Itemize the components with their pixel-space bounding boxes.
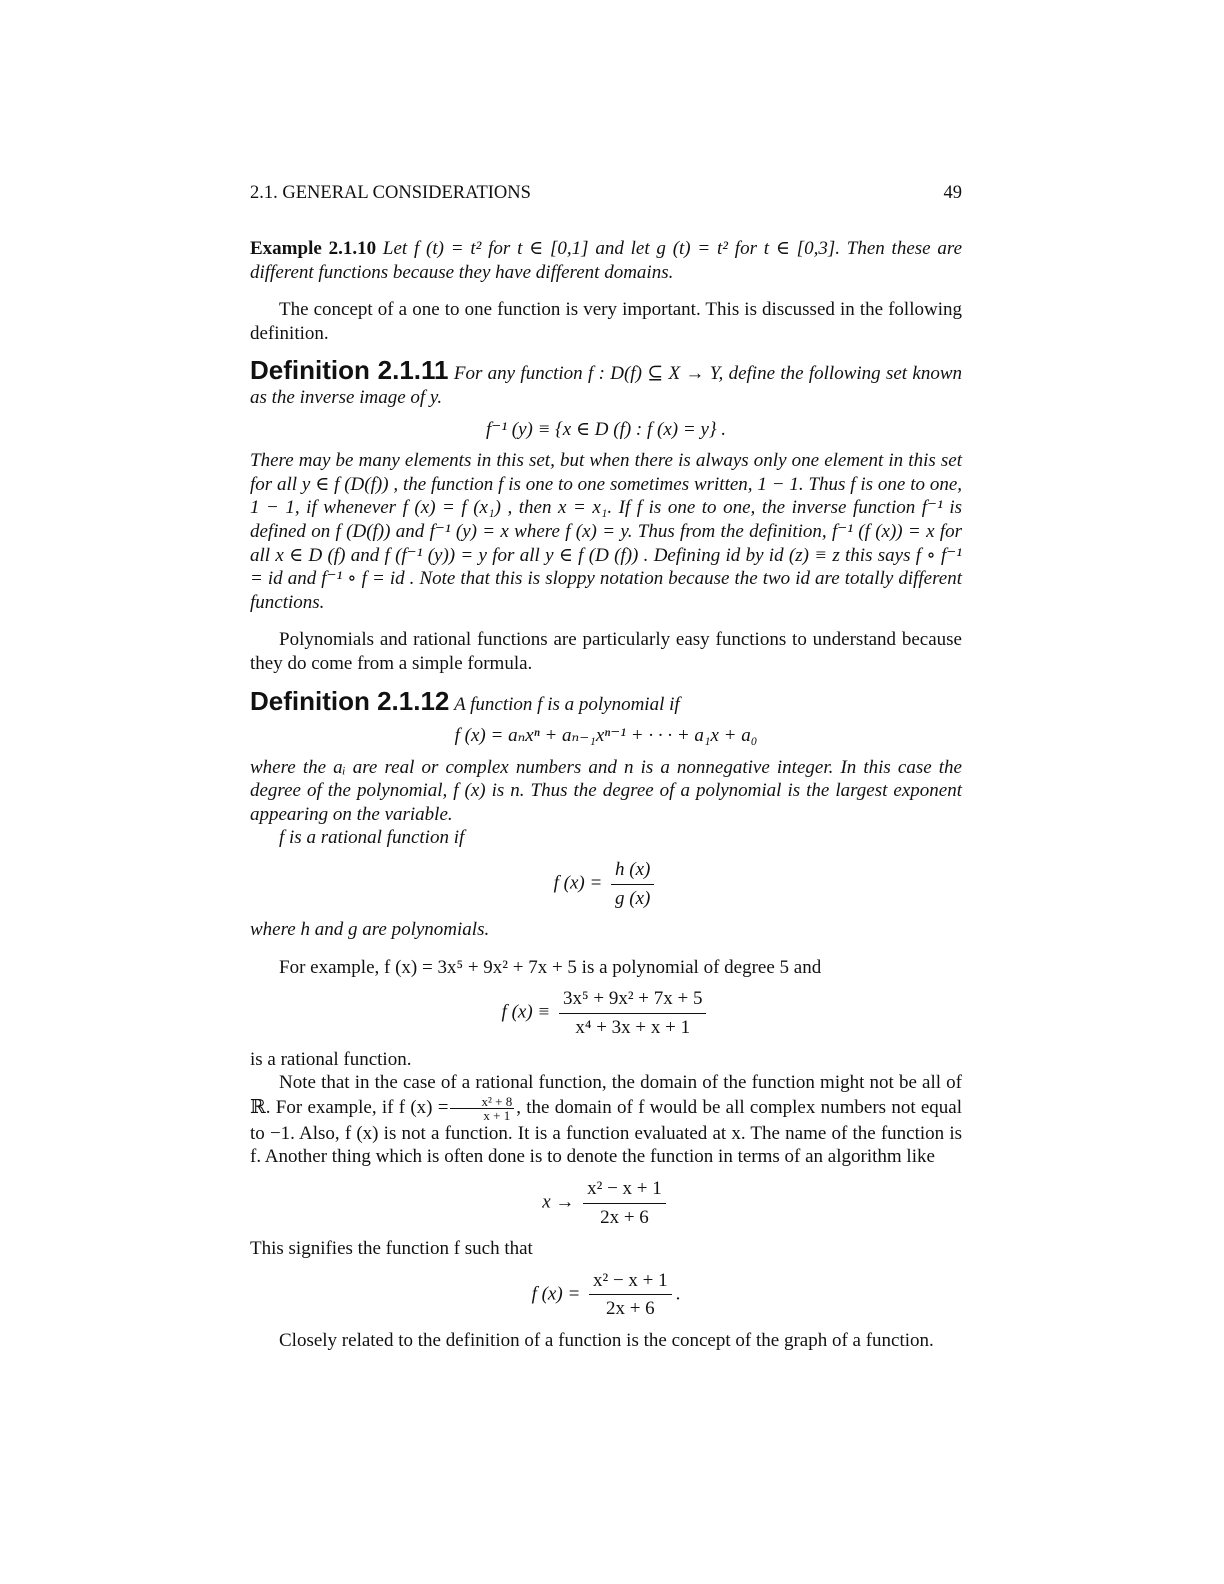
inverse-image-equation: f⁻¹ (y) ≡ {x ∈ D (f) : f (x) = y} . — [486, 418, 726, 440]
denominator: 2x + 6 — [600, 1206, 649, 1228]
algorithm-equation — [250, 1177, 962, 1229]
fraction — [559, 987, 706, 1039]
example-rational-equation — [250, 987, 962, 1039]
denominator: 2x + 6 — [605, 1298, 655, 1320]
note-before: Note that in the case of a rational function, the domain of the function might not be all of ℝ. For example, if f (x) = — [250, 1072, 962, 1118]
denominator: x⁴ + 3x + x + 1 — [575, 1017, 691, 1039]
paragraph-graph: Closely related to the definition of a function is the concept of the graph of a function. — [279, 1329, 934, 1351]
example-label: Example 2.1.10 — [250, 238, 377, 259]
fraction — [589, 1269, 672, 1321]
rational-definition-equation — [250, 858, 962, 910]
fraction — [583, 1177, 666, 1229]
definition-label: Definition 2.1.12 — [250, 685, 450, 716]
paragraph-one-to-one: The concept of a one to one function is very important. This is discussed in the following definition. — [250, 299, 962, 344]
definition-intro: A function f is a polynomial if — [454, 693, 680, 715]
definition-intro: For any function f : D(f) ⊆ X → Y, define the following set known as the inverse image of y. — [250, 363, 962, 408]
paragraph-example: For example, f (x) = 3x⁵ + 9x² + 7x + 5 is a polynomial of degree 5 and — [279, 956, 822, 978]
definition-body: where the aᵢ are real or complex numbers and n is a nonnegative integer. In this case the degree of the polynomial, f (x) is n. Thus the degree of a polynomial is the largest exponent appearing on the variable. — [250, 756, 962, 825]
equation-lhs: f (x) = — [531, 1283, 581, 1305]
numerator: h (x) — [611, 858, 654, 885]
rational-end: where h and g are polynomials. — [250, 919, 490, 941]
paragraph-signifies: This signifies the function f such that — [250, 1238, 533, 1260]
numerator: x² + 8 — [450, 1095, 514, 1109]
equation-lhs: f (x) = — [553, 872, 603, 894]
numerator: x² − x + 1 — [589, 1269, 672, 1296]
section-title: 2.1. GENERAL CONSIDERATIONS — [250, 183, 531, 203]
numerator: x² − x + 1 — [583, 1177, 666, 1204]
definition-2-1-11 — [250, 355, 962, 409]
definition-label: Definition 2.1.11 — [250, 355, 449, 386]
example-2-1-10 — [250, 237, 962, 284]
equation-lhs: x → — [542, 1191, 575, 1213]
equation-end: . — [675, 1283, 681, 1305]
page-number: 49 — [943, 183, 962, 203]
denominator: g (x) — [615, 887, 651, 909]
paragraph-is-rational: is a rational function. — [250, 1048, 412, 1070]
inline-fraction — [450, 1095, 514, 1122]
note-after: , the domain of f would be all complex numbers not equal to −1. Also, f (x) is not a function. It is a function evaluated at x. The name of the function is f. Another thing which is often done is to denote the function in terms of an algorithm like — [250, 1096, 963, 1168]
numerator: 3x⁵ + 9x² + 7x + 5 — [559, 987, 706, 1014]
equation-lhs: f (x) ≡ — [501, 1001, 551, 1023]
rational-intro: f is a rational function if — [279, 827, 465, 849]
example-text: Let f (t) = t² for t ∈ [0,1] and let g (t) = t² for t ∈ [0,3]. Then these are different functions because they have different domains. — [250, 238, 963, 283]
paragraph-note — [250, 1071, 962, 1169]
paragraph-polynomials: Polynomials and rational functions are particularly easy functions to understand because they do come from a simple formula. — [250, 629, 962, 674]
denominator: x + 1 — [483, 1107, 511, 1123]
fraction — [611, 858, 654, 910]
running-header — [250, 182, 962, 209]
definition-2-1-12 — [250, 685, 962, 717]
polynomial-equation: f (x) = aₙxⁿ + aₙ₋₁xⁿ⁻¹ + · · · + a₁x + a₀ — [454, 725, 758, 747]
definition-body: There may be many elements in this set, but when there is always only one element in this set for all y ∈ f (D(f)) , the function f is one to one sometimes written, 1 − 1. Thus f is one to one, 1 − 1, if whenever f (x) = f (x₁) , then x = x₁. If f is one to one, the inverse function f⁻¹ is defined on f (D(f)) and f⁻¹ (y) = x where f (x) = y. Thus from the definition, f⁻¹ (f (x)) = x for all x ∈ D (f) and f (f⁻¹ (y)) = y for all y ∈ f (D (f)) . Defining id by id (z) ≡ z this says f ∘ f⁻¹ = id and f⁻¹ ∘ f = id . Note that this is sloppy notation because the two id are totally different functions. — [250, 450, 962, 613]
page — [250, 182, 962, 1353]
function-equation — [250, 1269, 962, 1321]
